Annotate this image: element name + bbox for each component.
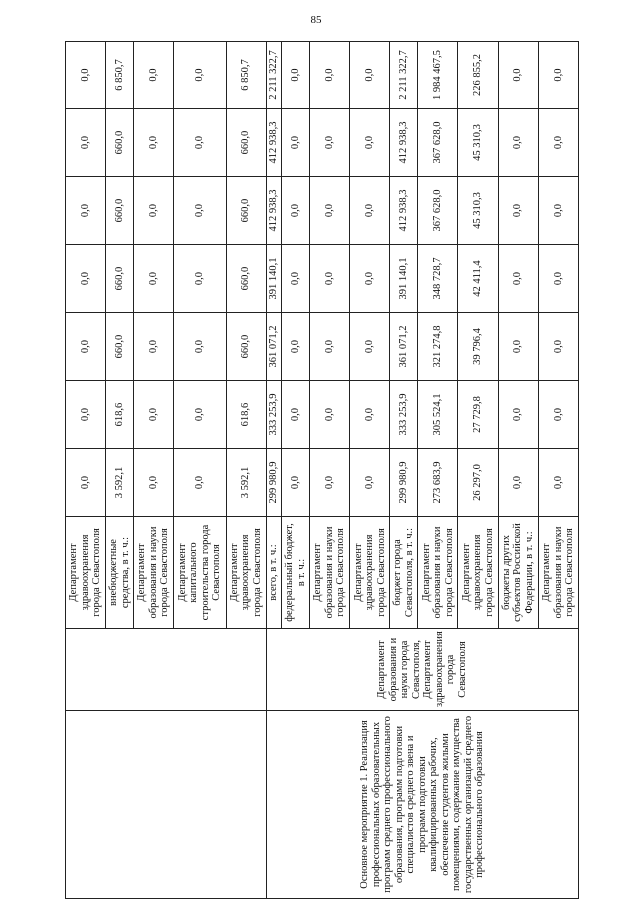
value-cell: 299 980,9 [390, 449, 418, 517]
rotated-table-container [65, 42, 579, 899]
value-cell: 0,0 [134, 381, 174, 449]
value-cell: 0,0 [310, 42, 350, 109]
value-cell: 0,0 [66, 245, 106, 313]
value-cell: 0,0 [498, 177, 538, 245]
value-cell: 0,0 [350, 109, 390, 177]
value-cell: 0,0 [134, 245, 174, 313]
value-cell: 45 310,3 [458, 177, 498, 245]
row-label: Департамент капитального строительства города Севастополя [174, 517, 226, 629]
value-cell: 0,0 [282, 245, 310, 313]
empty-event-cell [66, 711, 267, 899]
value-cell: 0,0 [498, 449, 538, 517]
value-cell: 0,0 [350, 245, 390, 313]
value-cell: 0,0 [350, 177, 390, 245]
value-cell: 42 411,4 [458, 245, 498, 313]
value-cell: 3 592,1 [106, 449, 134, 517]
value-cell: 0,0 [498, 245, 538, 313]
value-cell: 0,0 [498, 109, 538, 177]
value-cell: 0,0 [134, 313, 174, 381]
row-label: бюджет города Севастополя, в т. ч.: [390, 517, 418, 629]
value-cell: 0,0 [282, 109, 310, 177]
finance-table [65, 41, 579, 899]
value-cell: 0,0 [310, 313, 350, 381]
value-cell: 0,0 [310, 109, 350, 177]
table-row [266, 42, 282, 899]
value-cell: 618,6 [226, 381, 266, 449]
value-cell: 0,0 [350, 449, 390, 517]
value-cell: 1 984 467,5 [418, 42, 458, 109]
value-cell: 0,0 [538, 245, 578, 313]
value-cell: 0,0 [174, 313, 226, 381]
value-cell: 0,0 [66, 313, 106, 381]
event-title-cell: Основное мероприятие 1. Реализация профессиональных образовательных программ среднего профессионального образования, программ подготовки специалистов среднего звена и программ подготовки квалифицированных рабочих, обеспечение студентов жилыми помещениями, содержание имущества государственных организаций среднего профессионального образования [266, 711, 578, 899]
value-cell: 0,0 [538, 449, 578, 517]
value-cell: 412 938,3 [266, 177, 282, 245]
value-cell: 39 796,4 [458, 313, 498, 381]
value-cell: 0,0 [134, 42, 174, 109]
value-cell: 26 297,0 [458, 449, 498, 517]
value-cell: 0,0 [282, 381, 310, 449]
value-cell: 391 140,1 [390, 245, 418, 313]
value-cell: 0,0 [498, 381, 538, 449]
value-cell: 348 728,7 [418, 245, 458, 313]
value-cell: 660,0 [106, 177, 134, 245]
value-cell: 0,0 [134, 449, 174, 517]
value-cell: 0,0 [498, 313, 538, 381]
responsible-cell: Департамент образования и науки города Севастополя, Департамент здравоохранения города Севастополя [266, 629, 578, 711]
value-cell: 0,0 [538, 109, 578, 177]
row-label: всего, в т. ч.: [266, 517, 282, 629]
value-cell: 0,0 [538, 381, 578, 449]
value-cell: 0,0 [174, 177, 226, 245]
value-cell: 0,0 [66, 42, 106, 109]
row-label: Департамент образования и науки города Севастополя [310, 517, 350, 629]
value-cell: 660,0 [106, 109, 134, 177]
value-cell: 367 628,0 [418, 177, 458, 245]
value-cell: 361 071,2 [390, 313, 418, 381]
row-label: Департамент здравоохранения города Севастополя [350, 517, 390, 629]
value-cell: 0,0 [538, 177, 578, 245]
value-cell: 305 524,1 [418, 381, 458, 449]
empty-responsible-cell [66, 629, 267, 711]
value-cell: 0,0 [350, 381, 390, 449]
value-cell: 273 683,9 [418, 449, 458, 517]
value-cell: 6 850,7 [106, 42, 134, 109]
value-cell: 226 855,2 [458, 42, 498, 109]
value-cell: 361 071,2 [266, 313, 282, 381]
value-cell: 412 938,3 [266, 109, 282, 177]
value-cell: 660,0 [106, 313, 134, 381]
row-label: внебюджетные средства, в т. ч.: [106, 517, 134, 629]
row-label: бюджеты других субъектов Российской Федерации, в т. ч.: [498, 517, 538, 629]
page-number: 85 [310, 14, 322, 26]
value-cell: 0,0 [538, 313, 578, 381]
value-cell: 0,0 [66, 449, 106, 517]
value-cell: 367 628,0 [418, 109, 458, 177]
value-cell: 660,0 [226, 313, 266, 381]
row-label: Департамент здравоохранения города Севастополя [458, 517, 498, 629]
value-cell: 0,0 [66, 381, 106, 449]
value-cell: 412 938,3 [390, 177, 418, 245]
value-cell: 391 140,1 [266, 245, 282, 313]
value-cell: 660,0 [226, 109, 266, 177]
value-cell: 0,0 [66, 177, 106, 245]
value-cell: 299 980,9 [266, 449, 282, 517]
value-cell: 0,0 [282, 177, 310, 245]
row-label: Департамент образования и науки города Севастополя [134, 517, 174, 629]
value-cell: 660,0 [226, 245, 266, 313]
value-cell: 0,0 [350, 42, 390, 109]
row-label: Департамент образования и науки города Севастополя [418, 517, 458, 629]
value-cell: 6 850,7 [226, 42, 266, 109]
row-label: Департамент здравоохранения города Севастополя [66, 517, 106, 629]
value-cell: 0,0 [174, 381, 226, 449]
value-cell: 0,0 [66, 109, 106, 177]
value-cell: 0,0 [134, 109, 174, 177]
value-cell: 0,0 [538, 42, 578, 109]
table-row [66, 42, 106, 899]
value-cell: 0,0 [174, 109, 226, 177]
rotated-table-area [65, 42, 579, 899]
value-cell: 45 310,3 [458, 109, 498, 177]
value-cell: 27 729,8 [458, 381, 498, 449]
value-cell: 0,0 [310, 245, 350, 313]
row-label: Департамент образования и науки города Севастополя [538, 517, 578, 629]
value-cell: 2 211 322,7 [390, 42, 418, 109]
value-cell: 2 211 322,7 [266, 42, 282, 109]
value-cell: 0,0 [350, 313, 390, 381]
value-cell: 0,0 [310, 381, 350, 449]
value-cell: 660,0 [106, 245, 134, 313]
value-cell: 333 253,9 [390, 381, 418, 449]
value-cell: 3 592,1 [226, 449, 266, 517]
value-cell: 0,0 [498, 42, 538, 109]
value-cell: 0,0 [134, 177, 174, 245]
value-cell: 0,0 [310, 449, 350, 517]
value-cell: 0,0 [174, 245, 226, 313]
value-cell: 0,0 [282, 313, 310, 381]
value-cell: 333 253,9 [266, 381, 282, 449]
value-cell: 0,0 [174, 449, 226, 517]
value-cell: 0,0 [174, 42, 226, 109]
value-cell: 0,0 [282, 42, 310, 109]
value-cell: 618,6 [106, 381, 134, 449]
row-label: Департамент здравоохранения города Севастополя [226, 517, 266, 629]
value-cell: 0,0 [282, 449, 310, 517]
row-label: федеральный бюджет, в т. ч.: [282, 517, 310, 629]
value-cell: 0,0 [310, 177, 350, 245]
value-cell: 660,0 [226, 177, 266, 245]
value-cell: 321 274,8 [418, 313, 458, 381]
value-cell: 412 938,3 [390, 109, 418, 177]
table-body [66, 42, 579, 899]
